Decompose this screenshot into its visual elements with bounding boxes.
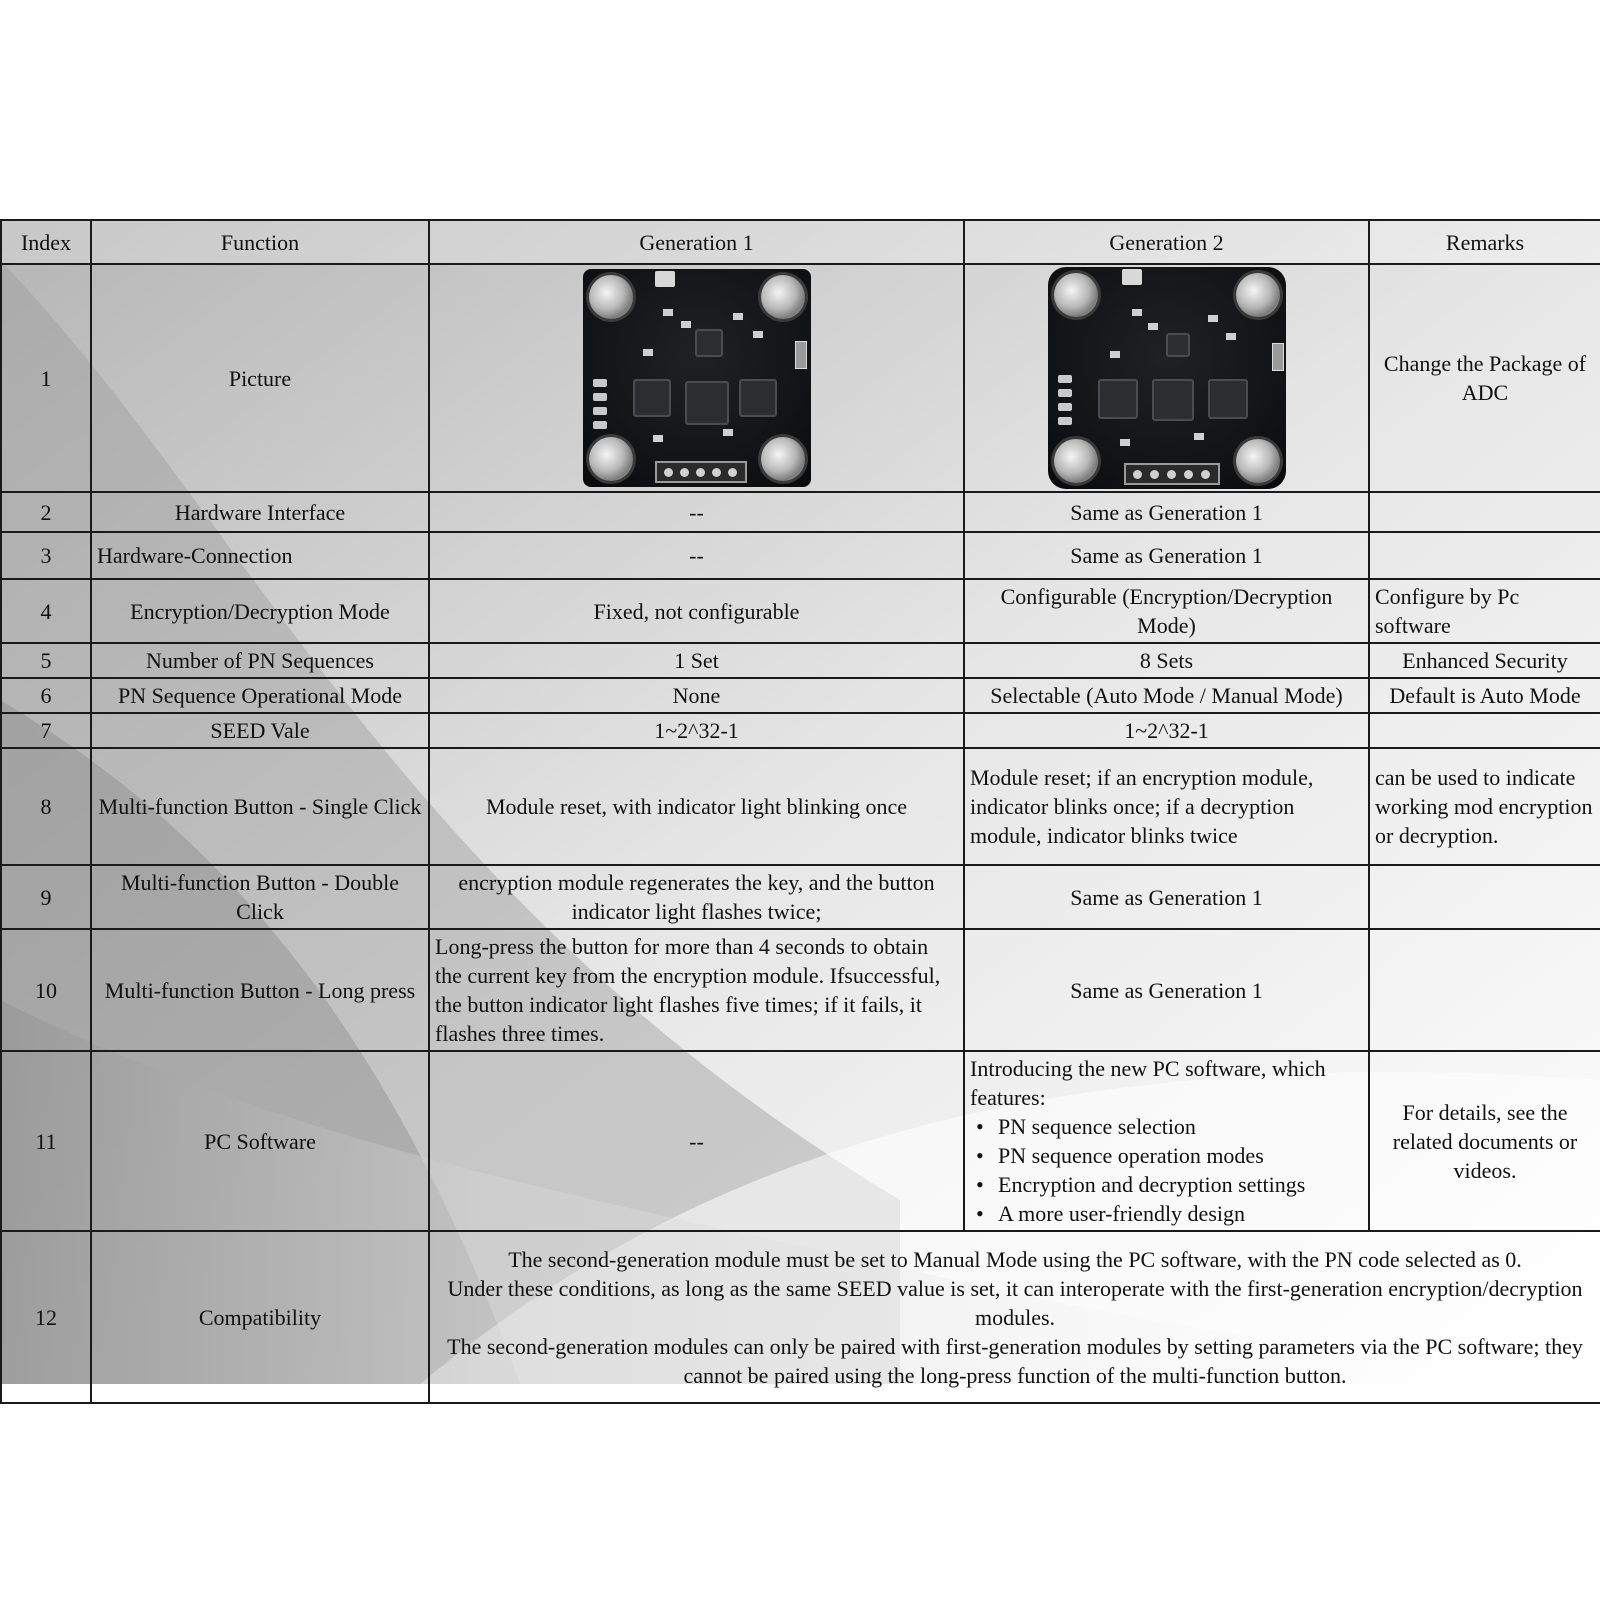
row-gen1: -- — [429, 492, 964, 532]
row-function: PC Software — [91, 1051, 429, 1231]
row-function: Number of PN Sequences — [91, 643, 429, 678]
row-index: 8 — [1, 748, 91, 865]
row-gen2: Same as Generation 1 — [964, 492, 1369, 532]
pc-software-intro: Introducing the new PC software, which features: — [970, 1056, 1326, 1110]
row-gen1: -- — [429, 1051, 964, 1231]
row-gen1: 1 Set — [429, 643, 964, 678]
header-remarks: Remarks — [1369, 220, 1600, 264]
compatibility-line: Under these conditions, as long as the same SEED value is set, it can interoperate with the first-generation encryption/decryption modules. — [447, 1275, 1583, 1330]
table-row — [1, 748, 1600, 865]
row-remarks — [1369, 532, 1600, 579]
row-gen2: Same as Generation 1 — [964, 865, 1369, 929]
row-index: 6 — [1, 678, 91, 713]
row-gen2 — [964, 1051, 1369, 1231]
table-row — [1, 579, 1600, 643]
row-index: 10 — [1, 929, 91, 1051]
row-index: 7 — [1, 713, 91, 748]
row-remarks: Enhanced Security — [1369, 643, 1600, 678]
row-gen1: Module reset, with indicator light blinking once — [429, 748, 964, 865]
row-gen1: 1~2^32-1 — [429, 713, 964, 748]
row-index: 12 — [1, 1231, 91, 1403]
row-remarks: can be used to indicate working mod encryption or decryption. — [1369, 748, 1600, 865]
table-row — [1, 643, 1600, 678]
row-gen2: Selectable (Auto Mode / Manual Mode) — [964, 678, 1369, 713]
table-row — [1, 865, 1600, 929]
list-item: • PN sequence selection — [970, 1112, 1363, 1141]
pcb-board-gen2-image — [1048, 267, 1286, 489]
table-row — [1, 532, 1600, 579]
comparison-table — [0, 219, 1600, 1404]
row-function: Picture — [91, 264, 429, 492]
row-function: Multi-function Button - Double Click — [91, 865, 429, 929]
table-row — [1, 713, 1600, 748]
table-row — [1, 1051, 1600, 1231]
row-remarks — [1369, 865, 1600, 929]
row-remarks: Configure by Pc software — [1369, 579, 1600, 643]
row-function: Multi-function Button - Long press — [91, 929, 429, 1051]
row-gen1: encryption module regenerates the key, and the button indicator light flashes twice; — [429, 865, 964, 929]
row-gen2: Module reset; if an encryption module, indicator blinks once; if a decryption module, indicator blinks twice — [964, 748, 1369, 865]
list-item: • A more user-friendly design — [970, 1199, 1363, 1228]
pc-software-feature-list — [970, 1112, 1363, 1228]
row-function: Hardware-Connection — [91, 532, 429, 579]
compatibility-line: The second-generation module must be set to Manual Mode using the PC software, with the PN code selected as 0. — [508, 1246, 1522, 1272]
row-remarks — [1369, 929, 1600, 1051]
compatibility-merged-cell — [429, 1231, 1600, 1403]
row-index: 1 — [1, 264, 91, 492]
table-row — [1, 1231, 1600, 1403]
row-gen2: 8 Sets — [964, 643, 1369, 678]
row-index: 11 — [1, 1051, 91, 1231]
pcb-board-gen1-image — [583, 269, 811, 487]
list-item: • PN sequence operation modes — [970, 1141, 1363, 1170]
row-remarks — [1369, 492, 1600, 532]
row-gen2: Same as Generation 1 — [964, 929, 1369, 1051]
row-gen1: None — [429, 678, 964, 713]
generation-2-picture — [964, 264, 1369, 492]
table-row — [1, 678, 1600, 713]
row-function: Compatibility — [91, 1231, 429, 1403]
header-index: Index — [1, 220, 91, 264]
row-gen2: 1~2^32-1 — [964, 713, 1369, 748]
row-remarks — [1369, 713, 1600, 748]
row-remarks: For details, see the related documents or videos. — [1369, 1051, 1600, 1231]
row-gen2: Configurable (Encryption/Decryption Mode) — [964, 579, 1369, 643]
row-index: 5 — [1, 643, 91, 678]
row-index: 2 — [1, 492, 91, 532]
row-function: PN Sequence Operational Mode — [91, 678, 429, 713]
row-gen1: Long-press the button for more than 4 seconds to obtain the current key from the encryption module. Ifsuccessful, the button indicator light flashes five times; if it fails, it flashes three times. — [429, 929, 964, 1051]
row-gen1: -- — [429, 532, 964, 579]
header-generation-2: Generation 2 — [964, 220, 1369, 264]
table-row — [1, 929, 1600, 1051]
row-function: Multi-function Button - Single Click — [91, 748, 429, 865]
row-remarks: Change the Package of ADC — [1369, 264, 1600, 492]
row-index: 3 — [1, 532, 91, 579]
header-row — [1, 220, 1600, 264]
compatibility-line: The second-generation modules can only be paired with first-generation modules by setting parameters via the PC software; they cannot be paired using the long-press function of the multi-function button. — [447, 1333, 1583, 1388]
row-index: 9 — [1, 865, 91, 929]
row-index: 4 — [1, 579, 91, 643]
header-generation-1: Generation 1 — [429, 220, 964, 264]
table-row — [1, 492, 1600, 532]
generation-1-picture — [429, 264, 964, 492]
row-function: SEED Vale — [91, 713, 429, 748]
row-gen1: Fixed, not configurable — [429, 579, 964, 643]
row-gen2: Same as Generation 1 — [964, 532, 1369, 579]
list-item: • Encryption and decryption settings — [970, 1170, 1363, 1199]
row-function: Encryption/Decryption Mode — [91, 579, 429, 643]
table-row — [1, 264, 1600, 492]
row-function: Hardware Interface — [91, 492, 429, 532]
row-remarks: Default is Auto Mode — [1369, 678, 1600, 713]
header-function: Function — [91, 220, 429, 264]
